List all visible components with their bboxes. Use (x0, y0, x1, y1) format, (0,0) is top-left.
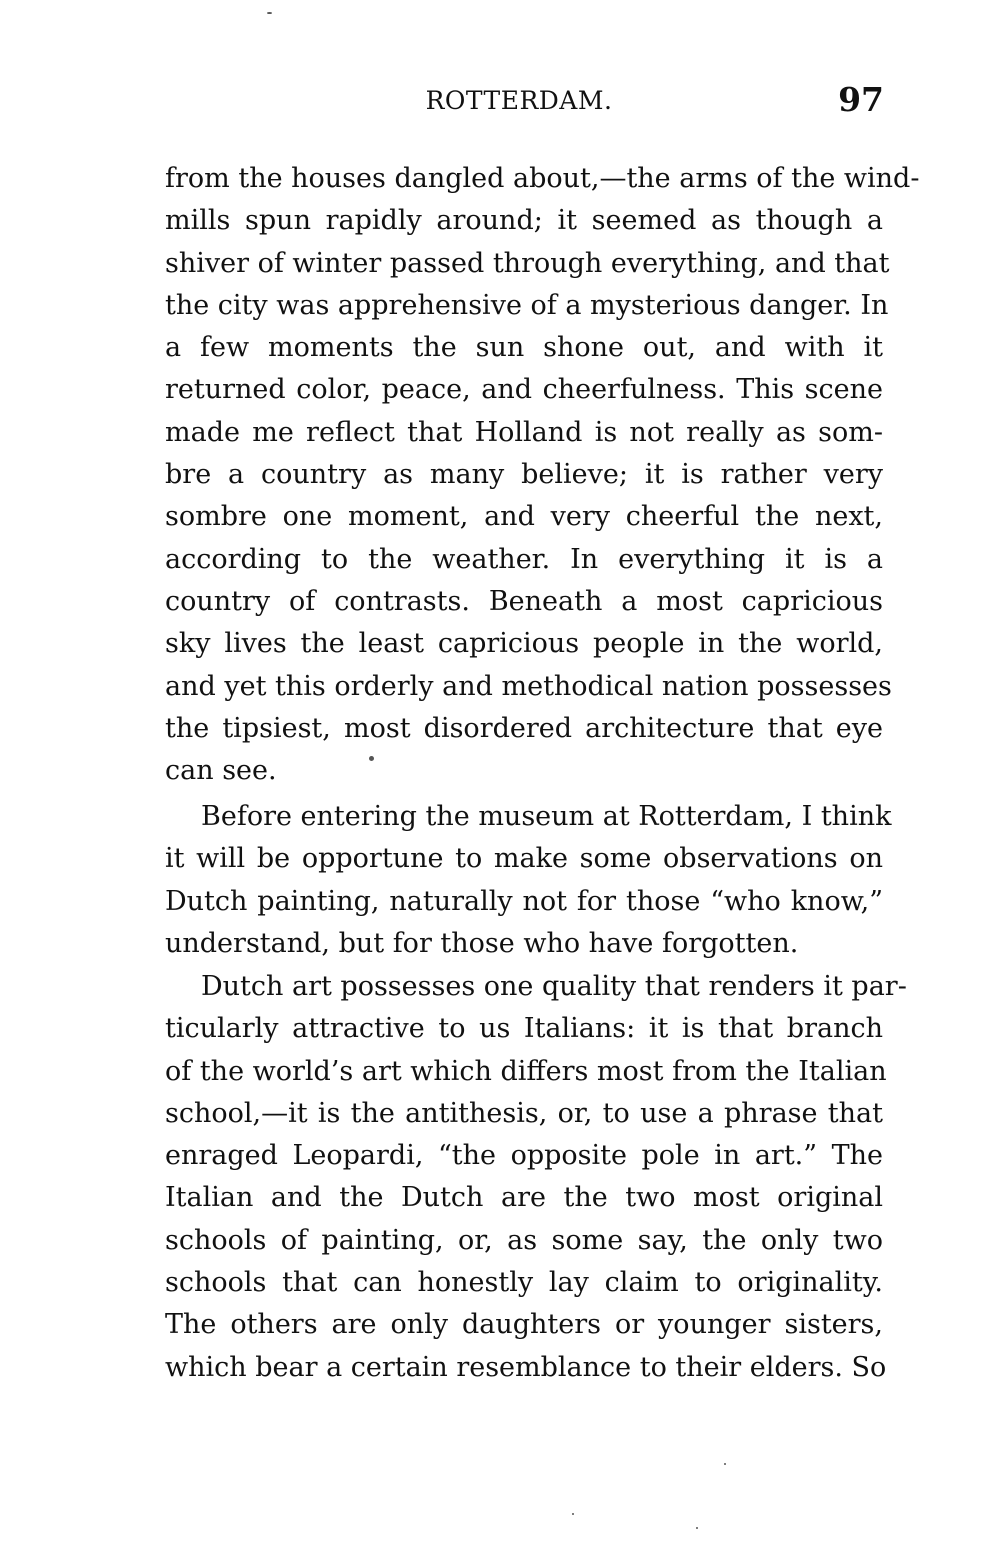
text-line: schools that can honestly lay claim to originality. (165, 1267, 883, 1299)
text-line: and yet this orderly and methodical nation possesses (165, 670, 892, 702)
text-line: The others are only daughters or younger sisters, (165, 1309, 883, 1341)
text-line: understand, but for those who have forgotten. (165, 927, 799, 959)
paragraph (165, 158, 920, 792)
scan-speck (369, 756, 374, 761)
text-line: country of contrasts. Beneath a most capricious (165, 585, 883, 617)
text-line: bre a country as many believe; it is rather very (165, 459, 883, 491)
text-line: schools of painting, or, as some say, the only two (165, 1224, 883, 1256)
text-line: the tipsiest, most disordered architecture that eye (165, 712, 883, 744)
text-line: sky lives the least capricious people in the world, (165, 628, 883, 660)
text-line: shiver of winter passed through everything, and that (165, 247, 890, 279)
text-line: Before entering the museum at Rotterdam, I think (201, 801, 892, 832)
text-line: sombre one moment, and very cheerful the next, (165, 501, 883, 533)
text-line: mills spun rapidly around; it seemed as though a (165, 205, 883, 237)
text-line: it will be opportune to make some observations on (165, 843, 883, 875)
text-line: a few moments the sun shone out, and with it (165, 332, 883, 364)
scan-speck (572, 1513, 574, 1515)
text-line: according to the weather. In everything it is a (165, 543, 883, 575)
text-line: Italian and the Dutch are the two most original (165, 1182, 883, 1214)
text-line: can see. (165, 755, 277, 787)
text-line: returned color, peace, and cheerfulness. This scene (165, 374, 883, 406)
scan-speck (696, 1527, 698, 1529)
text-line: from the houses dangled about,—the arms of the wind- (165, 163, 920, 194)
running-header: ROTTERDAM. (425, 86, 613, 115)
text-line: the city was apprehensive of a mysterious danger. In (165, 289, 889, 321)
paragraph (165, 796, 892, 965)
text-line: of the world’s art which differs most from the Italian (165, 1055, 887, 1087)
text-line: ticularly attractive to us Italians: it is that branch (165, 1013, 883, 1045)
text-line: school,—it is the antithesis, or, to use a phrase that (165, 1097, 883, 1129)
text-line: made me reflect that Holland is not really as som- (165, 416, 883, 448)
text-line: which bear a certain resemblance to their elders. So (165, 1351, 887, 1383)
text-line: Dutch art possesses one quality that renders it par- (201, 971, 907, 1002)
scan-speck (724, 1463, 726, 1465)
page-number: 97 (838, 80, 884, 119)
paragraph (165, 966, 907, 1389)
scan-speck (267, 12, 272, 14)
text-line: Dutch painting, naturally not for those “who know,” (165, 885, 883, 917)
text-line: enraged Leopardi, “the opposite pole in art.” The (165, 1140, 883, 1172)
